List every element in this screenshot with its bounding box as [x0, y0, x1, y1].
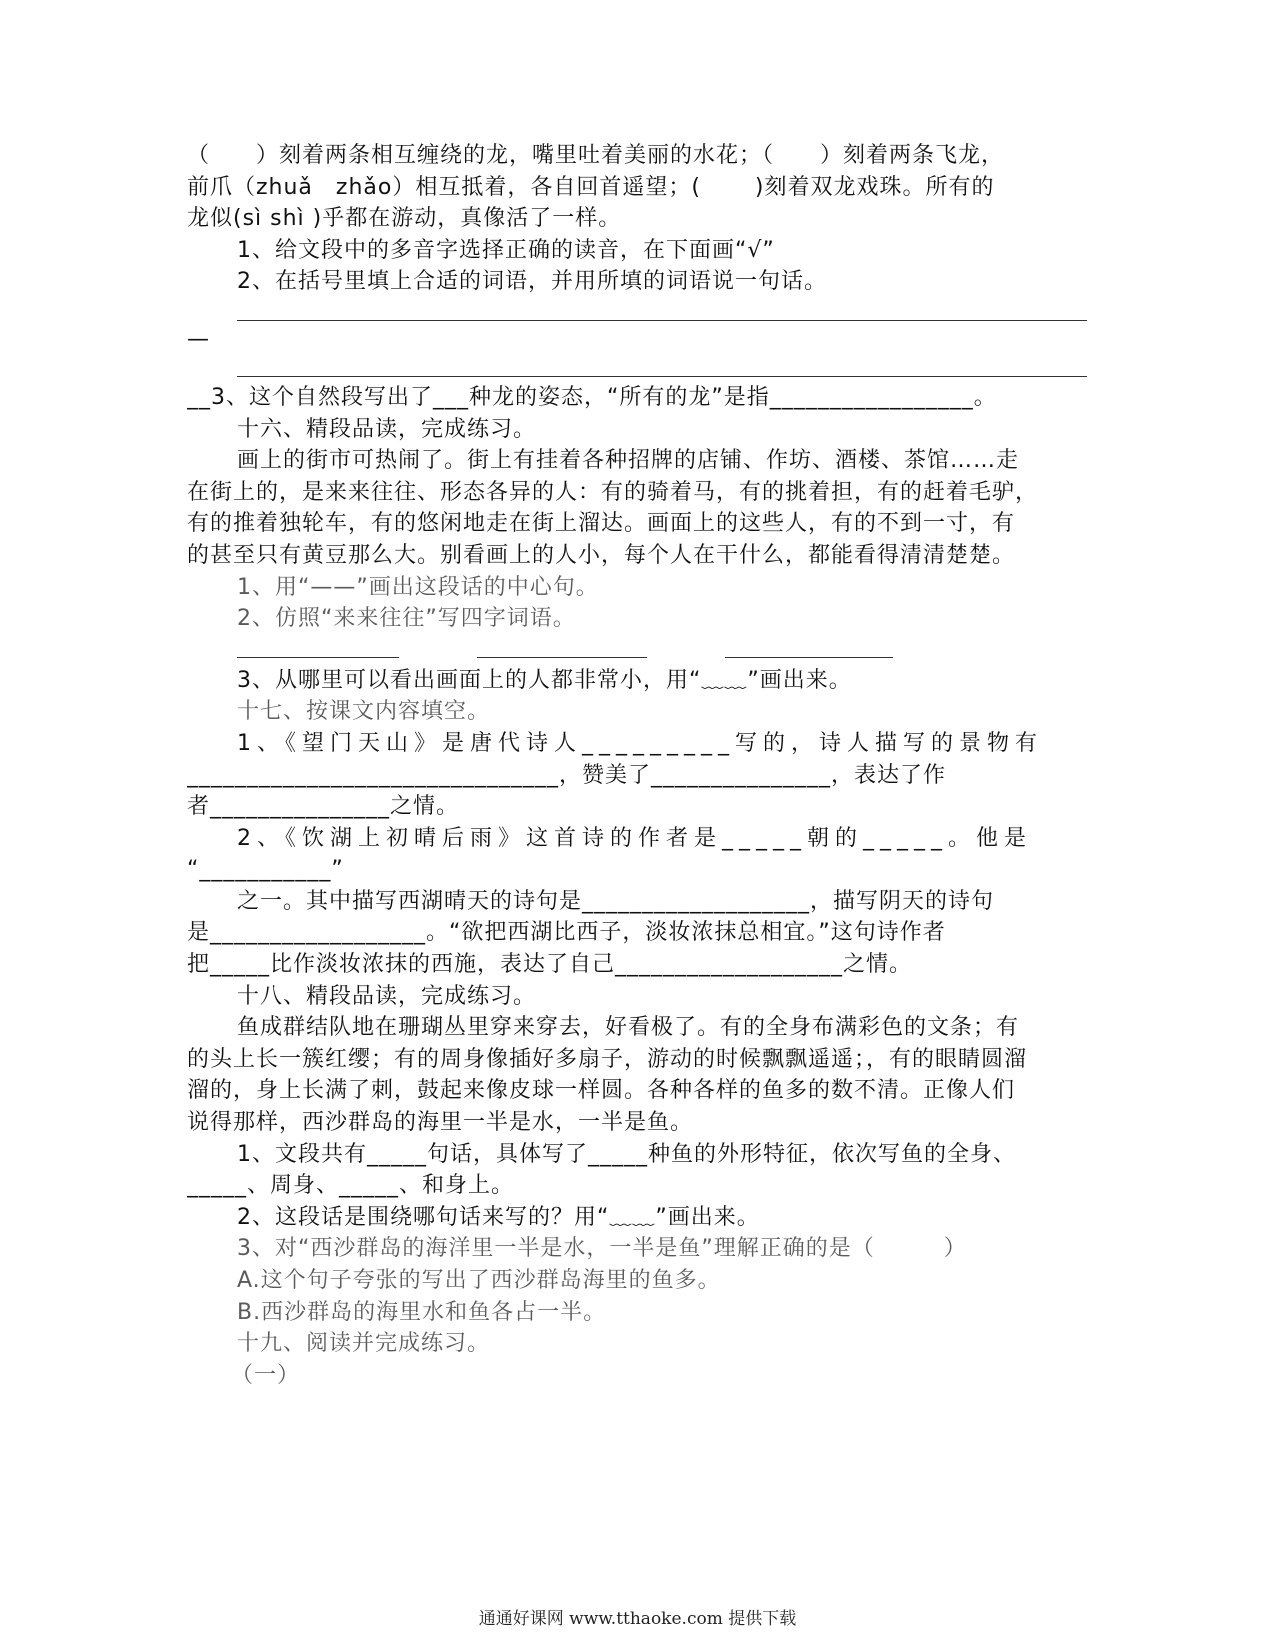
- question-line: 者_______________之情。: [187, 794, 460, 820]
- choice-a: A.这个句子夸张的写出了西沙群岛海里的鱼多。: [237, 1268, 721, 1293]
- text-line: （ ）刻着两条相互缠绕的龙，嘴里吐着美丽的水花；（ ）刻着两条飞龙，: [187, 143, 1005, 168]
- question-line: 1、用“——”画出这段话的中心句。: [237, 574, 599, 600]
- passage-line: 的甚至只有黄豆那么大。别看画上的人小，每个人在干什么，都能看得清清楚楚。: [187, 542, 1016, 568]
- passage-line: 有的推着独轮车，有的悠闲地走在街上溜达。画面上的这些人，有的不到一寸，有: [187, 511, 1016, 537]
- passage-line: 溜的，身上长满了刺，鼓起来像皮球一样圆。各种各样的鱼多的数不清。正像人们: [187, 1078, 1016, 1104]
- section-heading: 十九、阅读并完成练习。: [237, 1331, 491, 1357]
- subsection-label: （一）: [231, 1362, 301, 1388]
- page-footer: 通通好课网 www.tthaoke.com 提供下载: [478, 1609, 797, 1629]
- question-line: 2、《饮湖上初晴后雨》这首诗的作者是_____朝的_____。他是: [237, 825, 1032, 851]
- answer-rule: [187, 298, 1087, 326]
- question-line: _______________________________，赞美了_______________，表达了作: [187, 762, 947, 788]
- section-heading: 十八、精段品读，完成练习。: [237, 983, 537, 1009]
- question-line: __3、这个自然段写出了___种龙的姿态，“所有的龙”是指_________________。: [187, 384, 997, 410]
- question-line: 之一。其中描写西湖晴天的诗句是___________________，描写阴天的诗句: [237, 888, 995, 914]
- text-line: —: [187, 326, 210, 352]
- section-heading: 十六、精段品读，完成练习。: [237, 416, 537, 442]
- question-line: 2、在括号里填上合适的词语，并用所填的词语说一句话。: [237, 269, 827, 295]
- answer-blanks: [187, 635, 1087, 665]
- question-line: 是__________________。“欲把西湖比西子，淡妆浓抹总相宜。”这句诗作者: [187, 920, 946, 946]
- worksheet-page: [187, 140, 1087, 1391]
- question-line: 3、对“西沙群岛的海洋里一半是水，一半是鱼”理解正确的是（ ）: [237, 1236, 967, 1262]
- passage-line: 鱼成群结队地在珊瑚丛里穿来穿去，好看极了。有的全身布满彩色的文条；有: [237, 1015, 1020, 1041]
- question-line: 1、文段共有_____句话，具体写了_____种鱼的外形特征，依次写鱼的全身、: [237, 1141, 1016, 1167]
- text-line: 龙似(sì shì )乎都在游动，真像活了一样。: [187, 206, 622, 232]
- passage-line: 说得那样，西沙群岛的海里一半是水，一半是鱼。: [187, 1110, 694, 1136]
- question-line: 把_____比作淡妆浓抹的西施，表达了自己___________________之情。: [187, 952, 913, 978]
- section-heading: 十七、按课文内容填空。: [237, 699, 491, 725]
- question-line: 2、这段话是围绕哪句话来写的？用“﹏﹏”画出来。: [237, 1204, 760, 1230]
- passage-line: 在街上的，是来来往往、形态各异的人：有的骑着马，有的挑着担，有的赶着毛驴，: [187, 479, 1039, 505]
- question-line: 3、从哪里可以看出画面上的人都非常小，用“﹏﹏”画出来。: [237, 667, 852, 693]
- question-line: _____、周身、_____、和身上。: [187, 1173, 515, 1199]
- passage-line: 画上的街市可热闹了。街上有挂着各种招牌的店铺、作坊、酒楼、茶馆……走: [237, 448, 1020, 474]
- answer-rule: [187, 354, 1087, 382]
- choice-b: B.西沙群岛的海里水和鱼各占一半。: [237, 1299, 607, 1325]
- question-line: 2、仿照“来来往往”写四字词语。: [237, 606, 576, 632]
- question-line: “___________”: [187, 857, 344, 883]
- question-line: 1、《望门天山》是唐代诗人_________写的，诗人描写的景物有: [237, 730, 1043, 756]
- question-line: 1、给文段中的多音字选择正确的读音，在下面画“√”: [237, 237, 775, 263]
- passage-line: 的头上长一簇红缨；有的周身像插好多扇子，游动的时候飘飘遥遥；，有的眼睛圆溜: [187, 1046, 1028, 1072]
- text-line: 前爪（zhuǎ zhǎo）相互抵着，各自回首遥望；( )刻着双龙戏珠。所有的: [187, 174, 995, 200]
